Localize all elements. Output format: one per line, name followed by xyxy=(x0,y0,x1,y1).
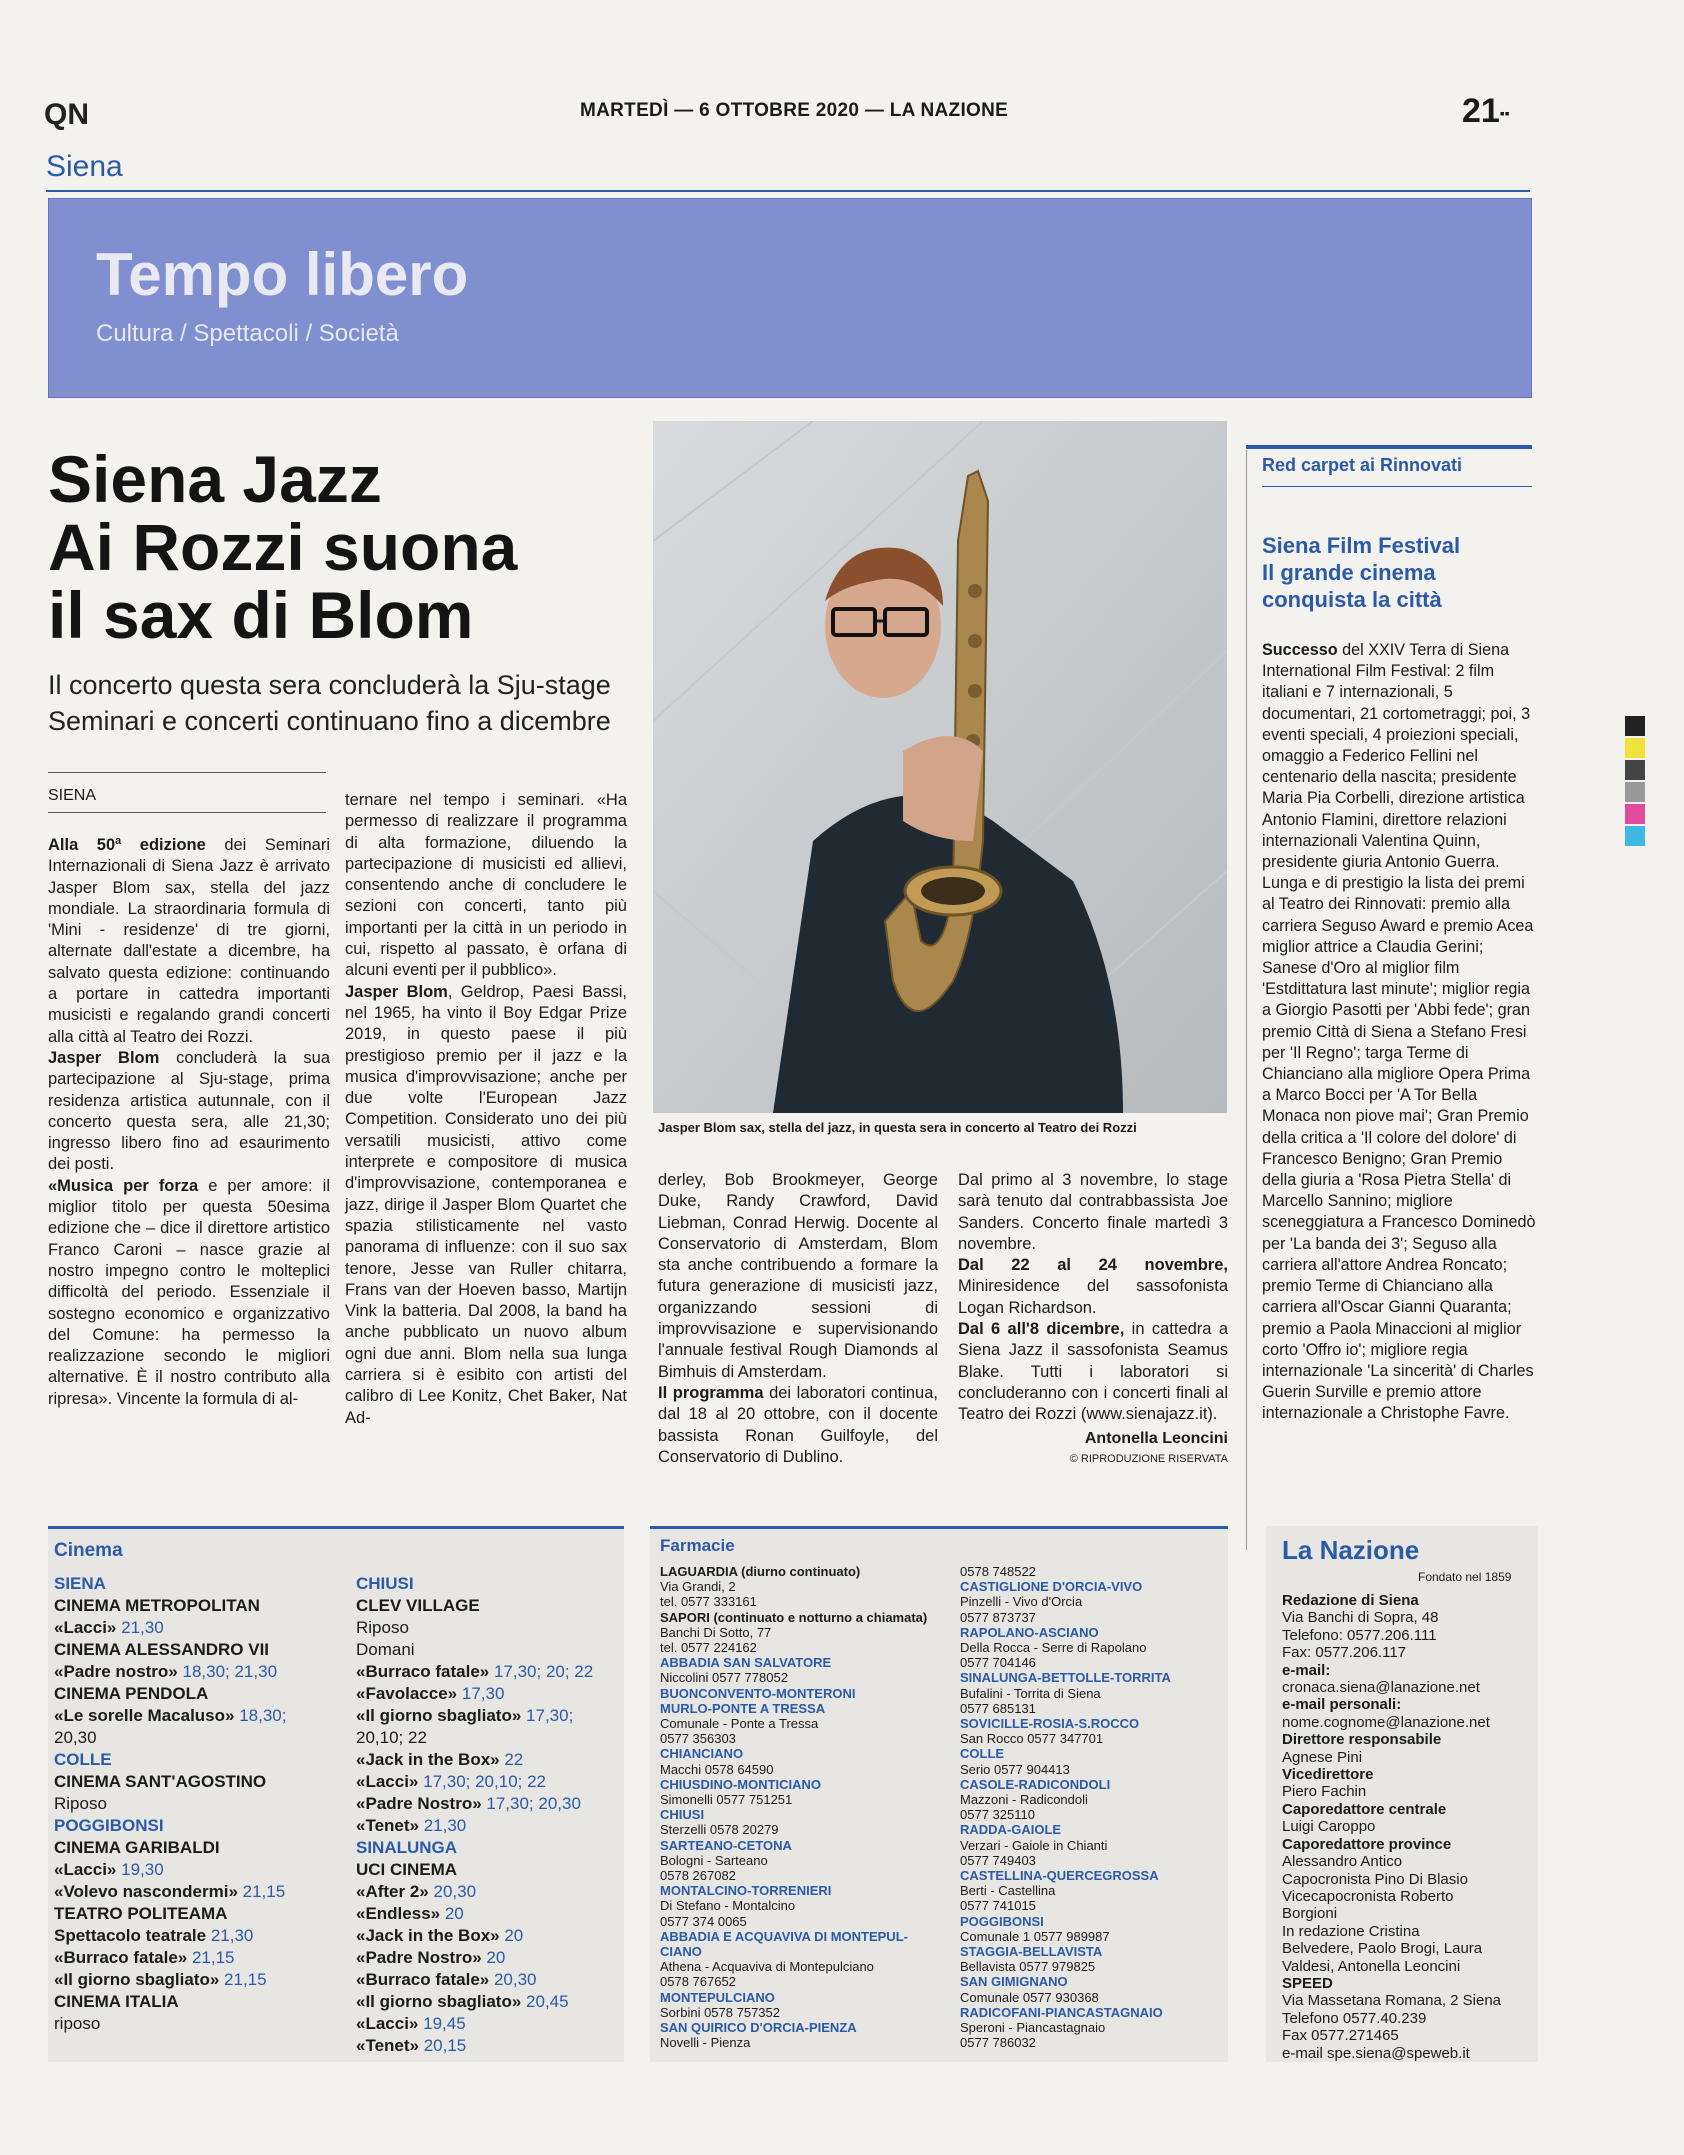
pharmacy-listing: CASTIGLIONE D'ORCIA-VIVO xyxy=(960,1579,1143,1595)
pharmacy-listing: LAGUARDIA (diurno continuato) xyxy=(660,1564,861,1579)
pharmacy-listing: STAGGIA-BELLAVISTA xyxy=(960,1944,1103,1960)
subhead-line: Seminari e concerti continuano fino a dicembre xyxy=(48,706,611,736)
pharmacy-listing: SINALUNGA-BETTOLLE-TORRITA xyxy=(960,1670,1171,1686)
cinema-listing: «Padre Nostro» 20 xyxy=(356,1948,506,1967)
cinema-listing: CLEV VILLAGE xyxy=(356,1596,480,1615)
pharmacy-listing: Serio 0577 904413 xyxy=(960,1761,1070,1777)
pharmacy-listings-1 xyxy=(660,1564,950,2051)
pharmacy-listing: tel. 0577 224162 xyxy=(660,1640,757,1656)
cinema-listing: «After 2» 20,30 xyxy=(356,1882,477,1901)
pharmacy-listings-2 xyxy=(960,1564,1220,2051)
masthead-line: Alessandro Antico xyxy=(1282,1853,1403,1871)
pharmacy-listing: Sorbini 0578 757352 xyxy=(660,2004,780,2020)
masthead-line: Vicecapocronista Roberto xyxy=(1282,1887,1454,1905)
cinema-listing: COLLE xyxy=(54,1750,112,1769)
cinema-listing: CINEMA SANT'AGOSTINO xyxy=(54,1772,267,1791)
masthead-line: Via Banchi di Sopra, 48 xyxy=(1282,1609,1439,1627)
headline-line: Ai Rozzi suona xyxy=(48,510,518,584)
cinema-listing: CINEMA METROPOLITAN xyxy=(54,1596,260,1615)
article-column-1: Alla 50ª edizione dei Seminari Internazionali di Siena Jazz è arrivato Jasper Blom sax, stella del jazz mondiale. La straordinaria formula di 'Mini - residenze' di tre giorni, alternate dall'estate a dicembre, ha salvato questa edizione: continuando a portare in cattedra importanti musicisti e regalando grandi concerti alla città al Teatro dei Rozzi. Jasper Blom concluderà la sua partecipazione al Sju-stage, prima residenza artistica autunnale, con il concerto questa sera, alle 21,30; ingresso libero fino ad esaurimento dei posti. «Musica per forza e per amore: il miglior titolo per questa 50esima edizione che – dice il direttore artistico Franco Caroni – nasce grazie al nostro impegno contro le molteplici difficoltà del periodo. Essenziale il sostegno economico e organizzativo del Comune: ha permesso la realizzazione secondo le migliori alternative. È il nostro contributo alla ripresa». Vincente la formula di al- xyxy=(48,836,331,1408)
masthead-founded: Fondato nel 1859 xyxy=(1418,1570,1512,1584)
masthead-line: Vicedirettore xyxy=(1282,1766,1374,1784)
cinema-listing: CINEMA ITALIA xyxy=(54,1992,179,2011)
cinema-listing: «Lacci» 17,30; 20,10; 22 xyxy=(356,1772,546,1791)
divider xyxy=(48,772,326,773)
masthead-line: Direttore responsabile xyxy=(1282,1731,1442,1749)
cinema-listing: «Padre nostro» 18,30; 21,30 xyxy=(54,1662,278,1681)
masthead-line: Fax: 0577.206.117 xyxy=(1282,1644,1406,1662)
print-registration-marks xyxy=(1625,716,1647,848)
masthead-title: La Nazione xyxy=(1282,1535,1420,1565)
masthead-line: Luigi Caroppo xyxy=(1282,1818,1376,1836)
divider xyxy=(48,812,326,813)
saxophonist-photo xyxy=(653,421,1227,1113)
dateline: SIENA xyxy=(48,787,97,804)
cinema-listing: «Il giorno sbagliato» 20,45 xyxy=(356,1992,569,2011)
pharmacy-listing: Bellavista 0577 979825 xyxy=(960,1959,1096,1975)
cinema-listing: «Lacci» 21,30 xyxy=(54,1618,164,1637)
pharmacy-listing: Via Grandi, 2 xyxy=(660,1579,736,1595)
pharmacy-listing: BUONCONVENTO-MONTERONI xyxy=(660,1685,856,1701)
cinema-listing: «Le sorelle Macaluso» 18,30; xyxy=(54,1706,287,1725)
headline-line: Siena Jazz xyxy=(48,442,382,516)
cinema-listing: 20,10; 22 xyxy=(356,1728,427,1747)
pharmacy-listing: RAPOLANO-ASCIANO xyxy=(960,1624,1099,1640)
pharmacy-listing: Di Stefano - Montalcino xyxy=(660,1898,796,1914)
masthead-line: Via Massetana Romana, 2 Siena xyxy=(1282,1992,1502,2010)
pharmacy-listing: 0577 704146 xyxy=(960,1655,1036,1671)
author-signature: Antonella Leoncini xyxy=(1084,1429,1228,1447)
cinema-rule xyxy=(48,1526,624,1529)
article-headline xyxy=(48,442,668,652)
masthead-info xyxy=(1282,1592,1532,2062)
page-number: 21▪▪ xyxy=(1462,92,1510,130)
pharmacy-listing: MONTALCINO-TORRENIERI xyxy=(660,1883,832,1899)
masthead-line: Agnese Pini xyxy=(1282,1748,1363,1766)
pharmacy-listing: 0577 356303 xyxy=(660,1731,736,1747)
cinema-listing: «Il giorno sbagliato» 17,30; xyxy=(356,1706,574,1725)
cinema-listing: «Tenet» 20,15 xyxy=(356,2036,467,2055)
cinema-listings-1 xyxy=(54,1573,334,2035)
masthead-line: In redazione Cristina xyxy=(1282,1922,1420,1940)
masthead-line: e-mail personali: xyxy=(1282,1696,1402,1714)
pharmacy-listing: SARTEANO-CETONA xyxy=(660,1837,792,1853)
cinema-listing: 20,30 xyxy=(54,1728,97,1747)
pharmacy-listing: Pinzelli - Vivo d'Orcia xyxy=(960,1594,1083,1610)
pharmacy-listing: Comunale 0577 930368 xyxy=(960,1989,1099,2005)
sidebar-border xyxy=(1246,450,1247,1550)
pharmacy-listing: tel. 0577 333161 xyxy=(660,1594,757,1610)
banner-title: Tempo libero xyxy=(96,241,469,308)
cinema-listing: «Tenet» 21,30 xyxy=(356,1816,467,1835)
cinema-listing: TEATRO POLITEAMA xyxy=(54,1904,228,1923)
pharmacy-listing: 0578 267082 xyxy=(660,1868,736,1884)
pharmacy-listing: RADICOFANI-PIANCASTAGNAIO xyxy=(960,2004,1163,2020)
pharmacy-listing: 0577 741015 xyxy=(960,1898,1036,1914)
pharmacy-listing: Banchi Di Sotto, 77 xyxy=(660,1624,772,1640)
masthead-line: SPEED xyxy=(1282,1974,1333,1992)
cinema-listing: CINEMA PENDOLA xyxy=(54,1684,209,1703)
masthead-line: e-mail spe.siena@speweb.it xyxy=(1282,2044,1470,2062)
pharmacy-listing: Simonelli 0577 751251 xyxy=(660,1792,793,1808)
cinema-listing: riposo xyxy=(54,2014,101,2033)
cinema-listing: Riposo xyxy=(54,1794,107,1813)
cinema-listing: UCI CINEMA xyxy=(356,1860,458,1879)
section-rule xyxy=(46,190,1530,192)
copyright-note: © RIPRODUZIONE RISERVATA xyxy=(1069,1452,1228,1465)
pharmacy-listing: Niccolini 0577 778052 xyxy=(660,1670,788,1686)
banner-subtitle: Cultura / Spettacoli / Società xyxy=(96,320,399,347)
pharmacy-listing: SOVICILLE-ROSIA-S.ROCCO xyxy=(960,1716,1140,1732)
masthead-line: Redazione di Siena xyxy=(1282,1592,1419,1609)
cinema-title: Cinema xyxy=(54,1540,123,1561)
cinema-listing: CINEMA GARIBALDI xyxy=(54,1838,220,1857)
pharmacy-listing: 0577 786032 xyxy=(960,2035,1036,2051)
cinema-listings-2 xyxy=(356,1573,616,2057)
date-line: MARTEDÌ — 6 OTTOBRE 2020 — LA NAZIONE xyxy=(580,100,1009,121)
pharmacy-listing: 0577 325110 xyxy=(960,1807,1035,1823)
pharmacy-listing: CIANO xyxy=(660,1944,702,1960)
masthead-line: Telefono: 0577.206.111 xyxy=(1282,1626,1437,1644)
pharmacy-listing: CHIUSDINO-MONTICIANO xyxy=(660,1776,822,1792)
pharmacy-listing: Macchi 0578 64590 xyxy=(660,1761,774,1777)
cinema-listing: Riposo xyxy=(356,1618,409,1637)
cinema-listing: «Burraco fatale» 20,30 xyxy=(356,1970,537,1989)
cinema-listing: «Burraco fatale» 17,30; 20; 22 xyxy=(356,1662,594,1681)
photo-caption: Jasper Blom sax, stella del jazz, in questa sera in concerto al Teatro dei Rozzi xyxy=(658,1120,1137,1135)
cinema-listing: «Jack in the Box» 22 xyxy=(356,1750,524,1769)
masthead-line: Capocronista Pino Di Blasio xyxy=(1282,1870,1468,1888)
pharmacy-listing: SAN GIMIGNANO xyxy=(960,1974,1068,1990)
masthead-line: cronaca.siena@lanazione.net xyxy=(1282,1679,1480,1697)
article-photo xyxy=(653,421,1227,1113)
pharmacy-listing: POGGIBONSI xyxy=(960,1913,1044,1929)
pharmacy-listing: Della Rocca - Serre di Rapolano xyxy=(960,1640,1147,1656)
pharmacy-listing: Sterzelli 0578 20279 xyxy=(660,1822,779,1838)
pharmacy-listing: ABBADIA SAN SALVATORE xyxy=(660,1655,832,1671)
pharmacy-listing: CASOLE-RADICONDOLI xyxy=(960,1776,1111,1792)
pharmacy-listing: CHIANCIANO xyxy=(660,1746,744,1762)
pharmacy-listing: MONTEPULCIANO xyxy=(660,1989,775,2005)
cinema-listing: «Favolacce» 17,30 xyxy=(356,1684,505,1703)
masthead-line: nome.cognome@lanazione.net xyxy=(1282,1713,1490,1731)
pharmacy-listing: SAN QUIRICO D'ORCIA-PIENZA xyxy=(660,2020,857,2036)
masthead-line: Piero Fachin xyxy=(1282,1783,1367,1801)
pharmacy-listing: Athena - Acquaviva di Montepulciano xyxy=(660,1959,874,1975)
cinema-listing: CINEMA ALESSANDRO VII xyxy=(54,1640,270,1659)
sidebar-body: Successo del XXIV Terra di Siena International Film Festival: 2 film italiani e 7 internazionali, 5 documentari, 21 cortometraggi; poi, 3 eventi speciali, 4 proiezioni speciali, omaggio a Federico Fellini nel centenario della nascita; presidente Maria Pia Corbelli, direzione artistica Antonio Flamini, direttore relazioni internazionali Valentina Quinn, presidente giuria Antonio Guerra. Lunga e di prestigio la lista dei premi al Teatro dei Rinnovati: premio alla carriera Seguso Award e premio Acea miglior attrice a Claudia Gerini; Sanese d'Oro al miglior film 'Estdittatura last minute'; miglior regia a Giorgio Pasotti per 'Abbi fede'; gran premio Città di Siena a Stefano Fresi per 'Il Regno'; targa Terme di Chianciano alla migliore Opera Prima a Marco Bocci per 'A Tor Bella Monaca non piove mai'; Gran Premio della critica a 'Il colore del dolore' di Francesco Benigno; Gran Premio della giuria a 'Rosa Pietra Stella' di Marcello Sannino; migliore sceneggiatura a Francesco Dominedò per 'La banda dei 3'; Seguso alla carriera all'attore Andrea Roncato; premio Terme di Chianciano alla carriera all'Oscar Gianni Quaranta; premio a Paola Minaccioni al miglior corto 'Offro io'; migliore regia internazionale 'La sincerità' di Charles Guerin Surville e premio attore internazionale a Christophe Favre. xyxy=(1262,641,1536,1423)
pharmacy-listing: SAPORI (continuato e notturno a chiamata) xyxy=(660,1609,928,1625)
pharmacy-listing: Comunale - Ponte a Tressa xyxy=(660,1716,819,1732)
pharmacy-listing: Verzari - Gaiole in Chianti xyxy=(960,1837,1108,1853)
sidebar-rule xyxy=(1246,445,1532,449)
article-subhead xyxy=(48,667,688,739)
pharmacy-listing: Bufalini - Torrita di Siena xyxy=(960,1685,1101,1701)
cinema-listing: SIENA xyxy=(54,1574,106,1593)
pharmacy-listing: 0578 748522 xyxy=(960,1564,1036,1579)
cinema-listing: Domani xyxy=(356,1640,415,1659)
cinema-listing: «Jack in the Box» 20 xyxy=(356,1926,524,1945)
article-column-3: derley, Bob Brookmeyer, George Duke, Randy Crawford, David Liebman, Conrad Herwig. Docente al Conservatorio di Amsterdam, Blom sta anche contribuendo a formare la futura generazione di musicisti jazz, organizzando sessioni di improvvisazione e supervisionando l'annuale festival Rough Diamonds al Bimhuis di Amsterdam. Il programma dei laboratori continua, dal 18 al 20 ottobre, con il docente bassista Ronan Guilfoyle, del Conservatorio di Dublino. xyxy=(658,1171,938,1466)
cinema-listing: CHIUSI xyxy=(356,1574,414,1593)
pharmacy-listing: MURLO-PONTE A TRESSA xyxy=(660,1700,826,1716)
cinema-listing: «Volevo nascondermi» 21,15 xyxy=(54,1882,286,1901)
section-label: Siena xyxy=(46,150,123,183)
masthead-line: Telefono 0577.40.239 xyxy=(1282,2009,1427,2027)
pharmacy-listing: Berti - Castellina xyxy=(960,1883,1056,1899)
pharmacy-listing: Novelli - Pienza xyxy=(660,2035,751,2051)
masthead-line: Belvedere, Paolo Brogi, Laura xyxy=(1282,1940,1483,1958)
cinema-listing: «Padre Nostro» 17,30; 20,30 xyxy=(356,1794,581,1813)
pharmacy-listing: CHIUSI xyxy=(660,1807,705,1823)
article-column-4: Dal primo al 3 novembre, lo stage sarà tenuto dal contrabbassista Joe Sanders. Concerto finale martedì 3 novembre. Dal 22 al 24 novembre, Miniresidence del sassofonista Logan Richardson. Dal 6 all'8 dicembre, in cattedra a Siena Jazz il sassofonista Seamus Blake. Tutti i laboratori si concluderanno con i concerti finali al Teatro dei Rozzi (www.sienajazz.it). Antonella Leoncini © RIPRODUZIONE RISERVATA xyxy=(958,1170,1228,1470)
svg-text:QN: QN xyxy=(44,98,89,130)
sidebar-title: Siena Film Festival Il grande cinema conquista la città xyxy=(1262,533,1461,612)
headline-line: il sax di Blom xyxy=(48,578,474,652)
pharmacy-title: Farmacie xyxy=(660,1536,735,1555)
pharmacy-listing: Mazzoni - Radicondoli xyxy=(960,1792,1088,1808)
pharmacy-listing: ABBADIA E ACQUAVIVA DI MONTEPUL- xyxy=(660,1928,908,1944)
cinema-listing: «Endless» 20 xyxy=(356,1904,464,1923)
pharmacy-listing: Speroni - Piancastagnaio xyxy=(960,2020,1106,2036)
pharmacy-listing: 0577 873737 xyxy=(960,1609,1036,1625)
cinema-listing: «Il giorno sbagliato» 21,15 xyxy=(54,1970,267,1989)
pharmacy-rule xyxy=(650,1526,1228,1529)
masthead-line: e-mail: xyxy=(1282,1661,1331,1679)
pharmacy-listing: Comunale 1 0577 989987 xyxy=(960,1928,1110,1944)
qn-logo xyxy=(44,96,106,130)
pharmacy-listing: San Rocco 0577 347701 xyxy=(960,1731,1104,1747)
cinema-listing: POGGIBONSI xyxy=(54,1816,164,1835)
pharmacy-listing: COLLE xyxy=(960,1746,1005,1762)
pharmacy-listing: 0577 685131 xyxy=(960,1700,1036,1716)
article-column-2: ternare nel tempo i seminari. «Ha permesso di realizzare il programma di alta formazione, diluendo la partecipazione di musicisti ed allievi, consentendo anche di concludere le sezioni con concerti, tanto più importanti per la città in un periodo in cui, rispetto al passato, è orfana di alcuni eventi per il pubblico». Jasper Blom, Geldrop, Paesi Bassi, nel 1965, ha vinto il Boy Edgar Prize 2019, in questo paese il più prestigioso premio per il jazz e la musica d'improvvisazione; anche per due volte l'European Jazz Competition. Considerato uno dei più versatili musicisti, attivo come interprete e compositore di musica d'improvvisazione, contemporanea e jazz, dirige il Jasper Blom Quartet che spazia stilisticamente nel vasto panorama di influenze: con il suo sax tenore, Jesse van Ruller chitarra, Frans van der Hoeven basso, Martijn Vink la batteria. Dal 2008, la band ha anche pubblicato un nuovo album ogni due anni. Blom nella sua lunga carriera si è esibito con artisti del calibro di Lee Konitz, Chet Baker, Nat Ad- xyxy=(345,791,627,1427)
pharmacy-listing: 0577 749403 xyxy=(960,1852,1036,1868)
masthead-line: Borgioni xyxy=(1282,1905,1338,1923)
cinema-listing: «Lacci» 19,30 xyxy=(54,1860,164,1879)
masthead-line: Caporedattore province xyxy=(1282,1835,1452,1853)
masthead-line: Caporedattore centrale xyxy=(1282,1800,1447,1818)
divider xyxy=(1262,486,1532,487)
pharmacy-listing: Bologni - Sarteano xyxy=(660,1852,768,1868)
pharmacy-listing: 0578 767652 xyxy=(660,1974,736,1990)
cinema-listing: «Burraco fatale» 21,15 xyxy=(54,1948,235,1967)
cinema-listing: Spettacolo teatrale 21,30 xyxy=(54,1926,254,1945)
masthead-line: Valdesi, Antonella Leoncini xyxy=(1282,1957,1461,1975)
pharmacy-listing: RADDA-GAIOLE xyxy=(960,1822,1062,1838)
sidebar-kicker: Red carpet ai Rinnovati xyxy=(1262,455,1463,475)
pharmacy-listing: 0577 374 0065 xyxy=(660,1913,747,1929)
masthead-line: Fax 0577.271465 xyxy=(1282,2027,1399,2045)
pharmacy-listing: CASTELLINA-QUERCEGROSSA xyxy=(960,1868,1159,1884)
cinema-listing: «Lacci» 19,45 xyxy=(356,2014,466,2033)
cinema-listing: SINALUNGA xyxy=(356,1838,458,1857)
subhead-line: Il concerto questa sera concluderà la Sju-stage xyxy=(48,670,611,700)
